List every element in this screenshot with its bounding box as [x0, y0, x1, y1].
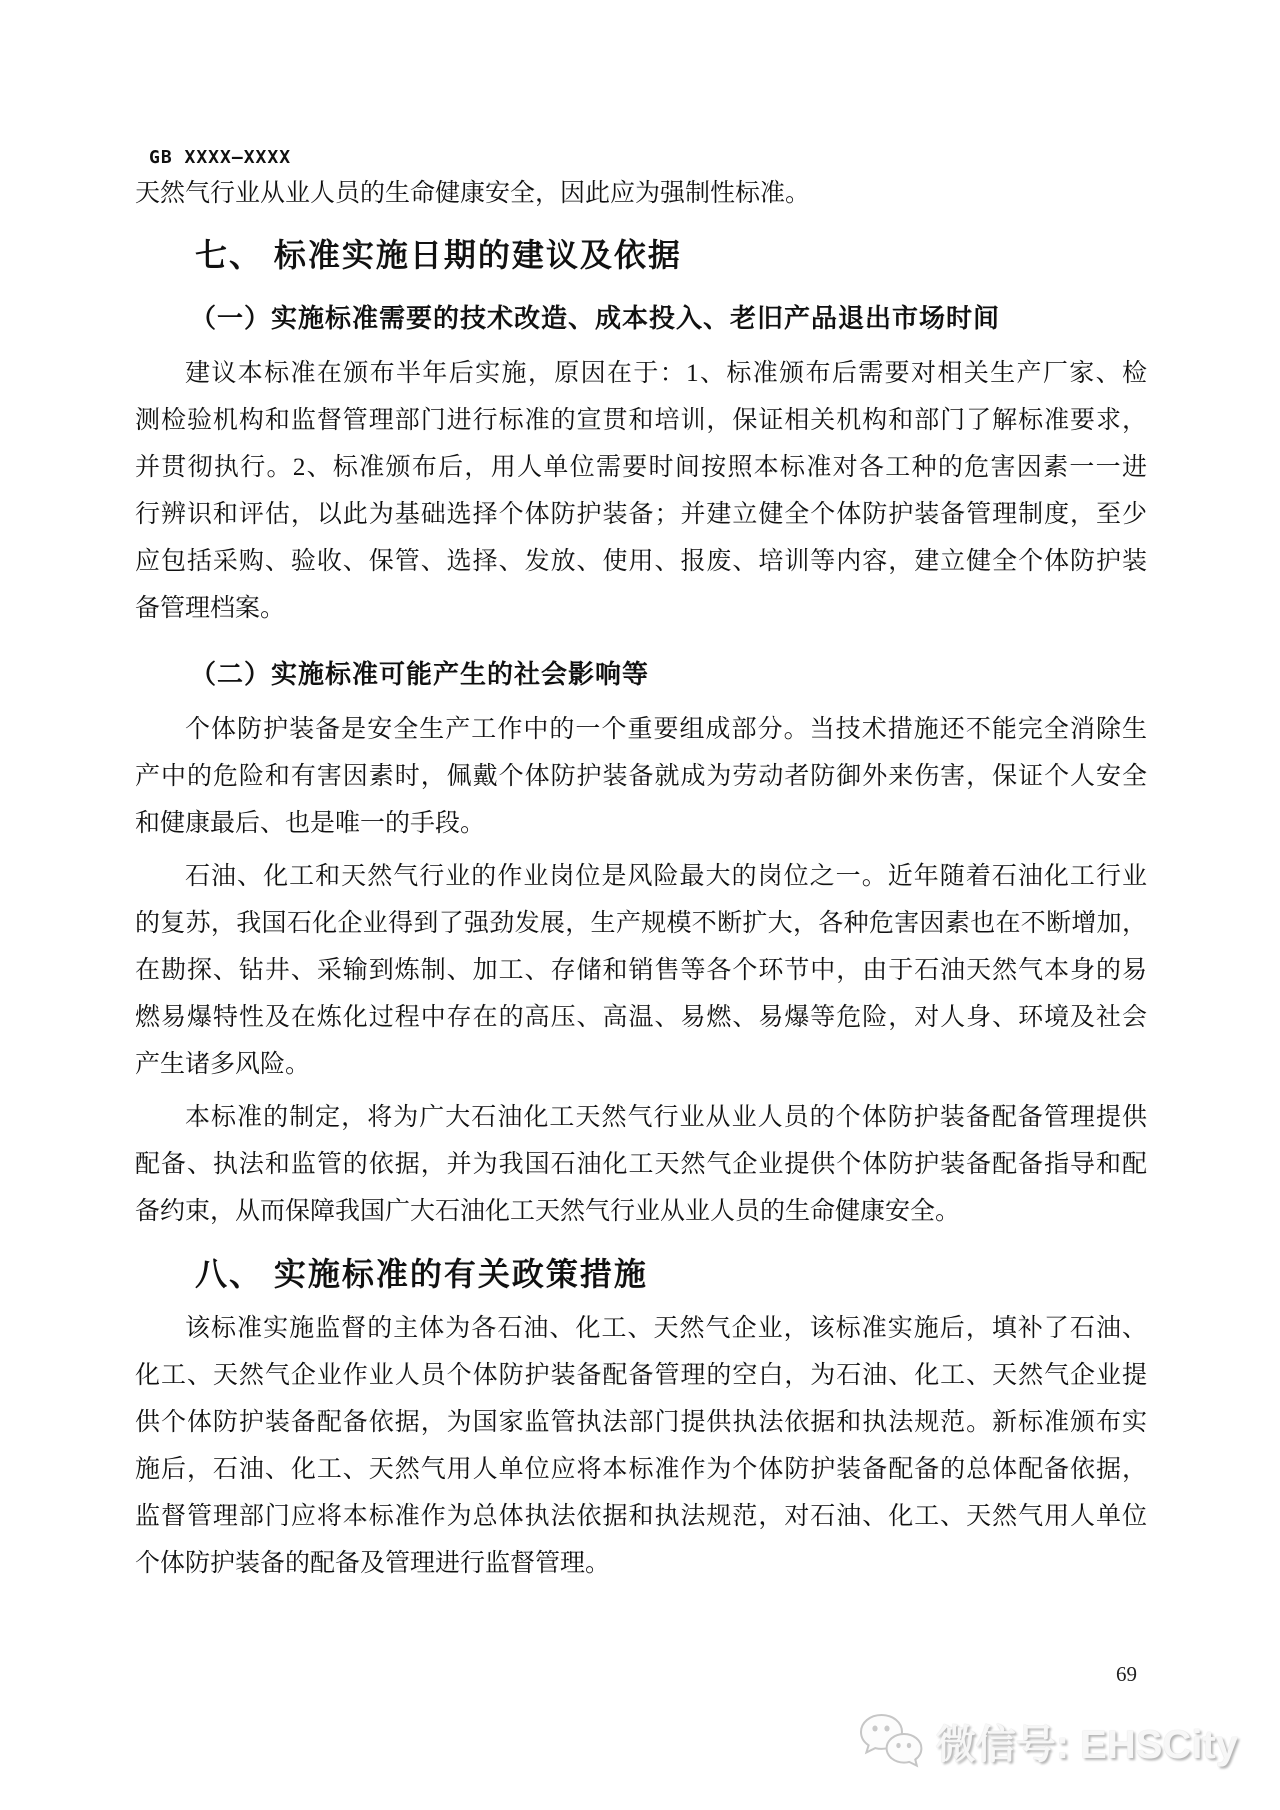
paragraph-line: 应包括采购、验收、保管、选择、发放、使用、报废、培训等内容，建立健全个体防护装: [135, 548, 1147, 575]
document-body: [135, 234, 1147, 1587]
paragraph: [135, 1305, 1147, 1587]
paragraph-line: 建议本标准在颁布半年后实施，原因在于：1、标准颁布后需要对相关生产厂家、检: [185, 360, 1147, 387]
paragraph-line: 个体防护装备的配备及管理进行监督管理。: [135, 1550, 611, 1577]
section-heading: 八、 实施标准的有关政策措施: [195, 1256, 648, 1292]
watermark: [858, 1712, 1238, 1770]
wechat-icon: [858, 1712, 924, 1770]
document-content: [135, 146, 1147, 1593]
paragraph: [135, 706, 1147, 847]
paragraph-line: 在勘探、钻井、采输到炼制、加工、存储和销售等各个环节中，由于石油天然气本身的易: [135, 957, 1147, 984]
paragraph-line: 石油、化工和天然气行业的作业岗位是风险最大的岗位之一。近年随着石油化工行业: [185, 863, 1147, 890]
paragraph-line: 行辨识和评估，以此为基础选择个体防护装备；并建立健全个体防护装备管理制度，至少: [135, 501, 1147, 528]
paragraph-line: 和健康最后、也是唯一的手段。: [135, 810, 486, 837]
sub-section-heading: （一）实施标准需要的技术改造、成本投入、老旧产品退出市场时间: [190, 303, 1001, 333]
paragraph-line: 测检验机构和监督管理部门进行标准的宣贯和培训，保证相关机构和部门了解标准要求，: [135, 407, 1147, 434]
standard-code-header: GB XXXX—XXXX: [149, 147, 292, 168]
paragraph-line: 备约束，从而保障我国广大石油化工天然气行业从业人员的生命健康安全。: [135, 1198, 961, 1225]
paragraph-line: 产生诸多风险。: [135, 1051, 311, 1078]
sub-section-heading: （二）实施标准可能产生的社会影响等: [190, 659, 650, 689]
section-heading: 七、 标准实施日期的建议及依据: [195, 237, 682, 273]
paragraph: [135, 350, 1147, 632]
paragraph-line: 施后，石油、化工、天然气用人单位应将本标准作为个体防护装备配备的总体配备依据，: [135, 1456, 1147, 1483]
paragraph-line: 化工、天然气企业作业人员个体防护装备配备管理的空白，为石油、化工、天然气企业提: [135, 1362, 1147, 1389]
paragraph-line: 配备、执法和监管的依据，并为我国石油化工天然气企业提供个体防护装备配备指导和配: [135, 1151, 1147, 1178]
paragraph-line: 供个体防护装备配备依据，为国家监管执法部门提供执法依据和执法规范。新标准颁布实: [135, 1409, 1147, 1436]
paragraph-line: 产中的危险和有害因素时，佩戴个体防护装备就成为劳动者防御外来伤害，保证个人安全: [135, 763, 1147, 790]
intro-continuation-line: 天然气行业从业人员的生命健康安全，因此应为强制性标准。: [135, 180, 811, 207]
paragraph-line: 监督管理部门应将本标准作为总体执法依据和执法规范，对石油、化工、天然气用人单位: [135, 1503, 1147, 1530]
page-number: 69: [1116, 1662, 1137, 1686]
paragraph-line: 该标准实施监督的主体为各石油、化工、天然气企业，该标准实施后，填补了石油、: [185, 1315, 1147, 1342]
paragraph: [135, 853, 1147, 1088]
paragraph-line: 并贯彻执行。2、标准颁布后，用人单位需要时间按照本标准对各工种的危害因素一一进: [135, 454, 1147, 481]
watermark-label: 微信号: EHSCity: [935, 1722, 1238, 1767]
paragraph-line: 备管理档案。: [135, 595, 286, 622]
paragraph-line: 燃易爆特性及在炼化过程中存在的高压、高温、易燃、易爆等危险，对人身、环境及社会: [135, 1004, 1147, 1031]
paragraph: [135, 1094, 1147, 1235]
paragraph-line: 的复苏，我国石化企业得到了强劲发展，生产规模不断扩大，各种危害因素也在不断增加，: [135, 910, 1147, 937]
paragraph-line: 个体防护装备是安全生产工作中的一个重要组成部分。当技术措施还不能完全消除生: [185, 716, 1147, 743]
paragraph-line: 本标准的制定，将为广大石油化工天然气行业从业人员的个体防护装备配备管理提供: [185, 1104, 1147, 1131]
